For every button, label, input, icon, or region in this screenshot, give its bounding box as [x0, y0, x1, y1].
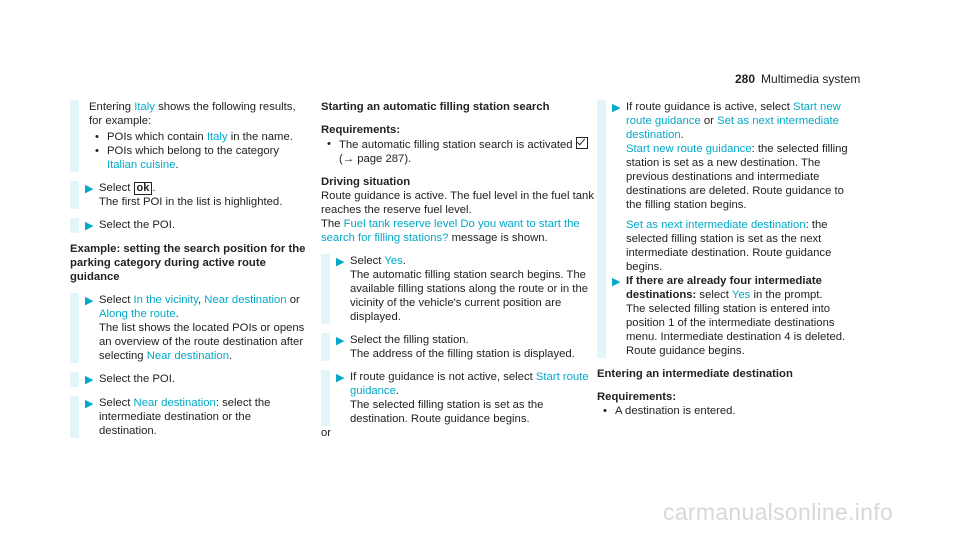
- requirements-label: Requirements:: [321, 124, 401, 136]
- section-title: Multimedia system: [761, 72, 861, 86]
- message-text: The Fuel tank reserve level Do you want to start the search for filling stations? message is shown.: [321, 218, 580, 244]
- step-select-poi-2: ▶ Select the POI.: [70, 372, 310, 387]
- step-arrow-icon: ▶: [85, 220, 94, 232]
- list-item: • The automatic filling station search is activated (→ page 287).: [321, 137, 596, 166]
- requirements-list: [597, 404, 862, 418]
- result-list: [89, 130, 310, 172]
- ok-icon: ok: [134, 182, 153, 195]
- or-text: or: [321, 427, 332, 439]
- column-3: [597, 100, 862, 418]
- step-arrow-icon: ▶: [85, 374, 94, 386]
- step-arrow-icon: ▶: [612, 276, 621, 288]
- checkbox-checked-icon: [576, 137, 588, 149]
- step-arrow-icon: ▶: [612, 102, 621, 114]
- step-near-destination: ▶ Select Near destination: select the intermediate destination or the destination.: [70, 396, 310, 438]
- column-1: [70, 100, 310, 438]
- page-header: [735, 72, 860, 86]
- list-item: • POIs which contain Italy in the name.: [89, 130, 310, 144]
- step-arrow-icon: ▶: [85, 398, 94, 410]
- page-number: 280: [735, 72, 756, 86]
- section-heading: Starting an automatic filling station search: [321, 101, 550, 113]
- step-select-station: ▶ Select the filling station. The address of the filling station is displayed.: [321, 333, 596, 361]
- intro-block: [70, 100, 310, 172]
- example-heading: Example: setting the search position for the parking category during active route guidance: [70, 243, 306, 283]
- step-select-ok: ▶ Select ok . The first POI in the list is highlighted.: [70, 181, 310, 209]
- situation-label: Driving situation: [321, 176, 411, 188]
- list-item: • POIs which belong to the category Italian cuisine.: [89, 144, 310, 172]
- column-2: [321, 100, 596, 440]
- info-bar: [70, 100, 79, 172]
- step-arrow-icon: ▶: [336, 256, 345, 268]
- step-arrow-icon: ▶: [85, 295, 94, 307]
- situation-text: Route guidance is active. The fuel level in the fuel tank reaches the reserve fuel level.: [321, 190, 594, 216]
- step-four-destinations: ▶ If there are already four intermediate destinations: select Yes in the prompt. The selected filling station is entered into position 1 of the intermediate destinations menu. Intermediate destination 4 is deleted. Route guidance begins.: [597, 274, 862, 358]
- step-select-poi: ▶ Select the POI.: [70, 218, 310, 233]
- step-start-guidance: ▶ If route guidance is not active, select Start route guidance. The selected filling station is set as the destination. Route guidance begins.: [321, 370, 596, 426]
- step-select-yes: ▶ Select Yes. The automatic filling station search begins. The available filling stations along the route or in the vicinity of the vehicle's current position are displayed.: [321, 254, 596, 324]
- step-arrow-icon: ▶: [85, 183, 94, 195]
- list-item: • A destination is entered.: [597, 404, 862, 418]
- watermark: carmanualsonline.info: [663, 499, 894, 525]
- requirements-list: [321, 137, 596, 166]
- step-arrow-icon: ▶: [336, 372, 345, 384]
- step-active-guidance: ▶ If route guidance is active, select Start new route guidance or Set as next intermediate destination. Start new route guidance: the selected filling station is set as a new destination. The previous destinations and intermediate destinations are deleted. Route guidance to the filling station begins. Set as next intermediate destination: the selected filling station is set as the next intermediate destination. Route guidance begins.: [597, 100, 862, 274]
- step-arrow-icon: ▶: [336, 335, 345, 347]
- intro-text: Entering Italy shows the following results, for example: • POIs which contain Italy in the name. • POIs which belong to the category Italian cuisine.: [79, 100, 310, 172]
- step-search-position: ▶ Select In the vicinity, Near destination or Along the route. The list shows the located POIs or opens an overview of the route destination after selecting Near destination.: [70, 293, 310, 363]
- section-heading: Entering an intermediate destination: [597, 368, 793, 380]
- requirements-label: Requirements:: [597, 391, 677, 403]
